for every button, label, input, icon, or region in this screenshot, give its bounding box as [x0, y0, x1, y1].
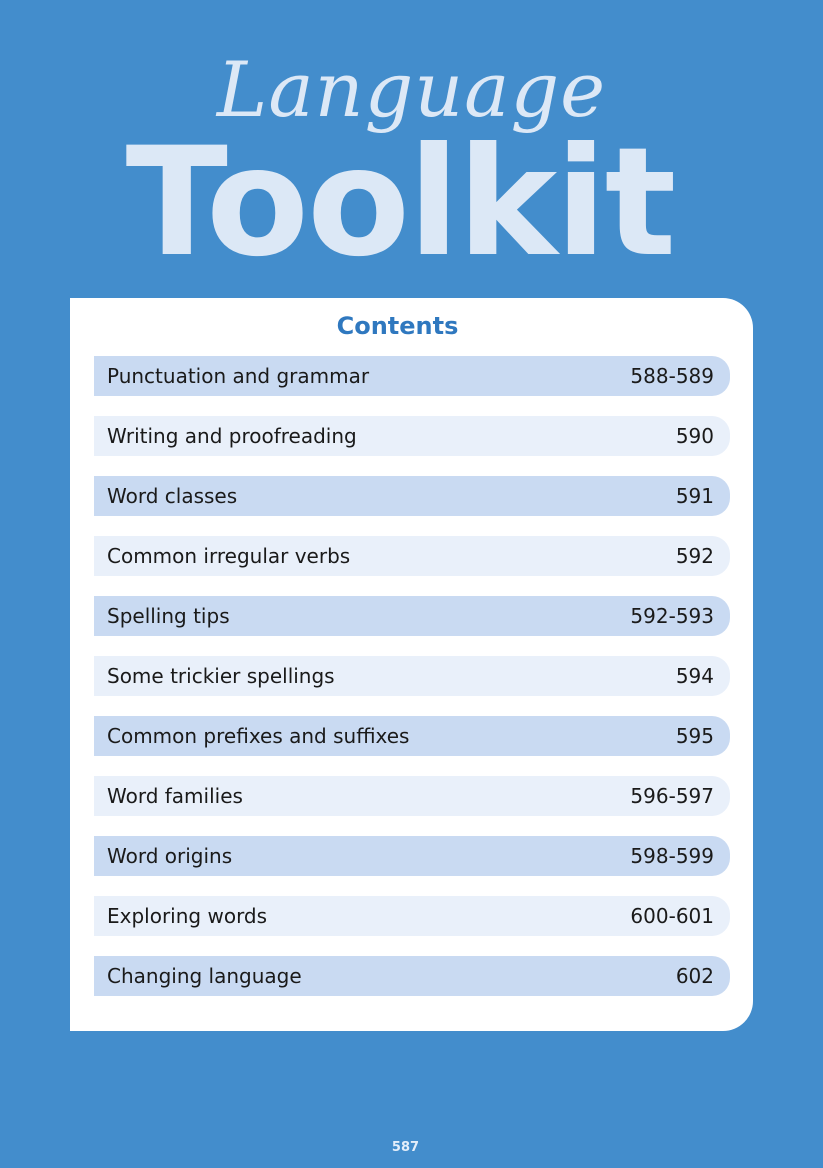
title-script-language: Language [216, 45, 607, 134]
contents-row-label: Word origins [107, 844, 233, 868]
contents-row [94, 596, 730, 636]
contents-row-label: Punctuation and grammar [107, 364, 370, 388]
contents-row-pages: 594 [675, 664, 714, 688]
contents-row-label: Word classes [107, 484, 238, 508]
contents-row-pages: 592 [675, 544, 714, 568]
contents-row-label: Changing language [107, 964, 302, 988]
contents-heading: Contents [336, 312, 459, 340]
contents-row [94, 716, 730, 756]
contents-row-pages: 596-597 [630, 784, 714, 808]
page-number: 587 [391, 1140, 420, 1155]
contents-row [94, 776, 730, 816]
contents-row-label: Common irregular verbs [107, 544, 351, 568]
contents-row-label: Common prefixes and suffixes [107, 724, 410, 748]
contents-row-pages: 590 [675, 424, 714, 448]
contents-row [94, 356, 730, 396]
contents-row [94, 956, 730, 996]
contents-row [94, 656, 730, 696]
title-toolkit: Toolkit [125, 116, 675, 290]
contents-row-pages: 598-599 [630, 844, 714, 868]
contents-row-pages: 600-601 [630, 904, 714, 928]
contents-row-pages: 602 [675, 964, 714, 988]
contents-row-label: Exploring words [107, 904, 268, 928]
contents-row [94, 896, 730, 936]
contents-row-label: Some trickier spellings [107, 664, 335, 688]
contents-row-label: Writing and proofreading [107, 424, 357, 448]
contents-row-pages: 592-593 [630, 604, 714, 628]
contents-row-label: Word families [107, 784, 243, 808]
contents-row [94, 416, 730, 456]
contents-row-pages: 591 [675, 484, 714, 508]
contents-row-pages: 595 [675, 724, 714, 748]
contents-row-label: Spelling tips [107, 604, 230, 628]
contents-list [94, 356, 730, 1016]
contents-row-pages: 588-589 [630, 364, 714, 388]
contents-row [94, 476, 730, 516]
contents-row [94, 536, 730, 576]
contents-row [94, 836, 730, 876]
contents-card [70, 298, 753, 1031]
